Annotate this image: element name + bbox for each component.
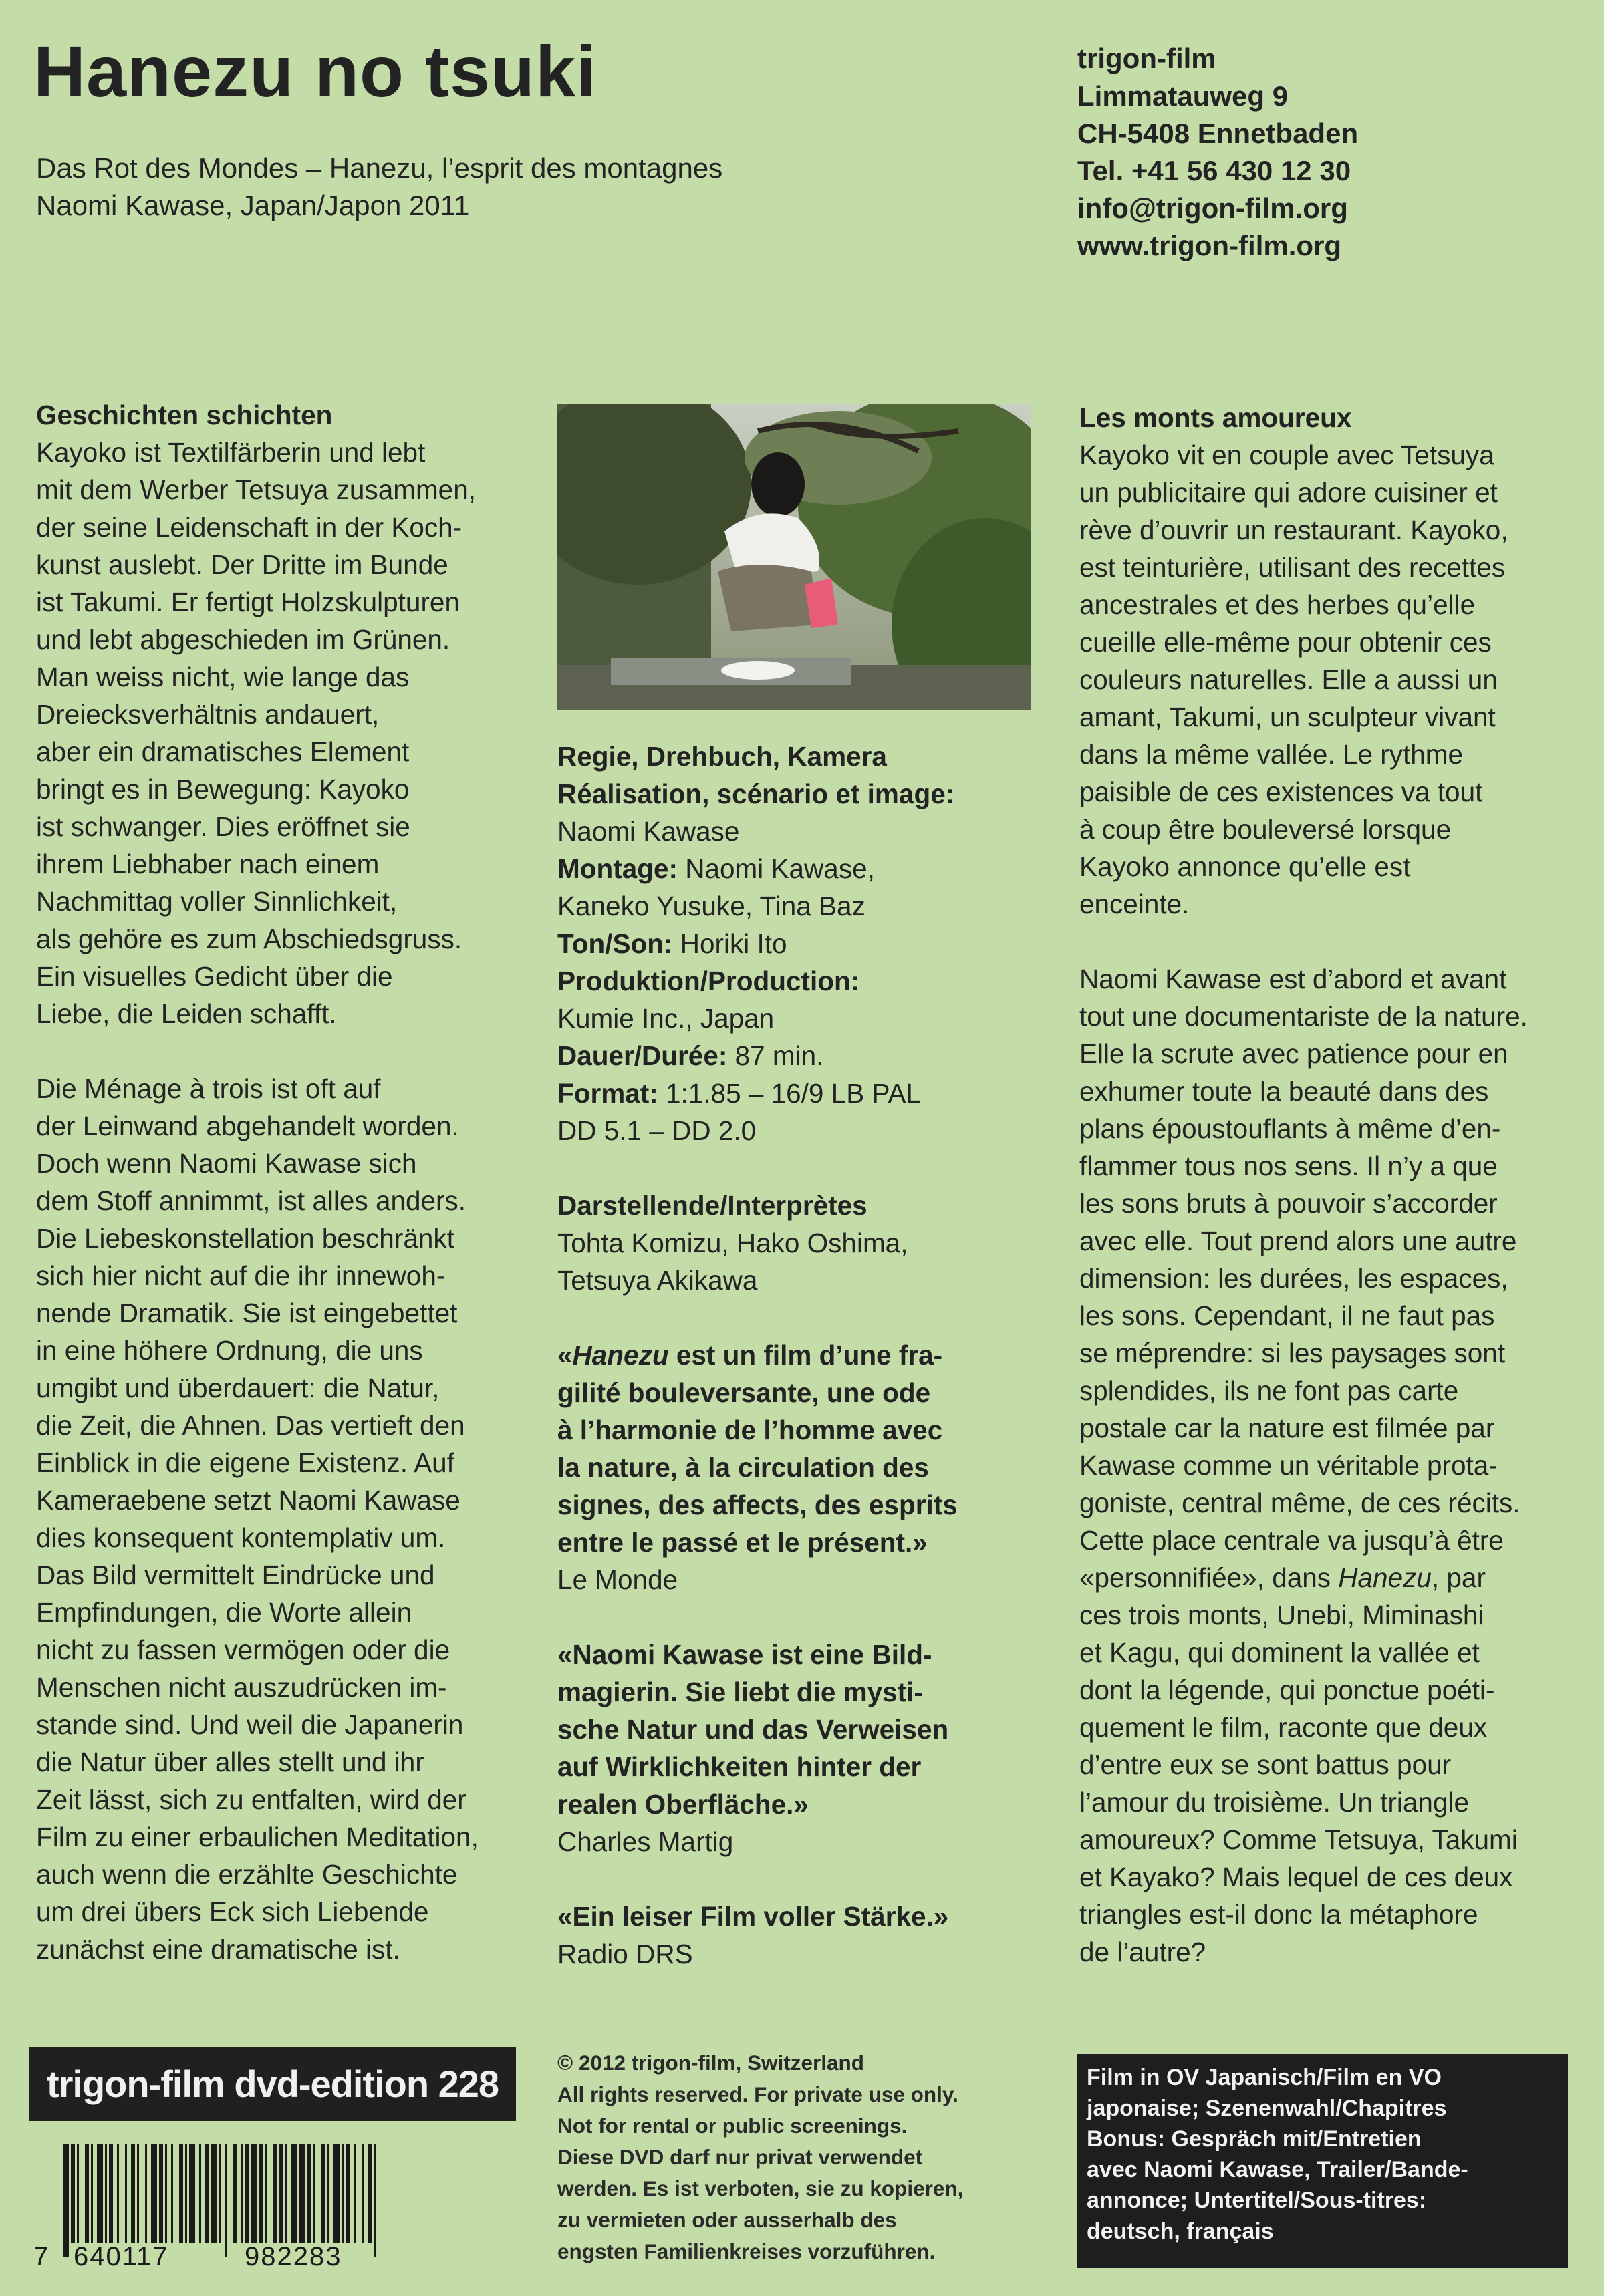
barcode-bar: [105, 2144, 107, 2243]
text-line: rève d’ouvrir un restaurant. Kayoko,: [1079, 515, 1508, 545]
french-line-post: , par: [1431, 1562, 1486, 1593]
quote-1-open-mark: «: [557, 1340, 573, 1371]
barcode-bar: [291, 2144, 297, 2243]
quote-line: sche Natur und das Verweisen: [557, 1714, 949, 1745]
french-heading: Les monts amoureux: [1079, 402, 1352, 433]
text-line: ist Takumi. Er fertigt Holzskulpturen: [36, 587, 460, 617]
feature-line: avec Naomi Kawase, Trailer/Bande-: [1087, 2157, 1468, 2182]
quote-3-text: «Ein leiser Film voller Stärke.»: [557, 1901, 949, 1932]
credits-format: [557, 1074, 1039, 1112]
quote-3-source: Radio DRS: [557, 1939, 693, 1969]
barcode-bar: [151, 2144, 157, 2243]
barcode-bar: [265, 2144, 267, 2243]
page-title: Hanezu no tsuki: [33, 31, 597, 112]
quote-line: gilité bouleversante, une ode: [557, 1377, 931, 1408]
barcode-bar: [321, 2144, 325, 2243]
text-line: stande sind. Und weil die Japanerin: [36, 1709, 464, 1740]
feature-line: deutsch, français: [1087, 2218, 1274, 2244]
text-line: flammer tous nos sens. Il n’y a que: [1079, 1151, 1498, 1181]
credits-editing-value: Naomi Kawase,: [677, 853, 875, 884]
text-line: dies konsequent kontemplativ um.: [36, 1522, 446, 1553]
text-line: avec elle. Tout prend alors une autre: [1079, 1226, 1517, 1256]
barcode-bar: [273, 2144, 277, 2243]
barcode-bar: [313, 2144, 315, 2243]
text-line: triangles est-il donc la métaphore: [1079, 1899, 1478, 1930]
barcode-bar: [233, 2144, 237, 2243]
credits-editing-label: Montage:: [557, 853, 678, 884]
barcode-bar: [97, 2144, 103, 2243]
barcode: [29, 2141, 390, 2268]
credits-production-value: Kumie Inc., Japan: [557, 1003, 775, 1034]
text-line: aber ein dramatisches Element: [36, 736, 410, 767]
barcode-bar: [171, 2144, 173, 2243]
quote-line: entre le passé et le présent.»: [557, 1527, 928, 1558]
credits-direction-label-de: Regie, Drehbuch, Kamera: [557, 741, 887, 772]
text-line: Zeit lässt, sich zu entfalten, wird der: [36, 1784, 466, 1815]
subtitle-alt-titles: Das Rot des Mondes – Hanezu, l’esprit des montagnes: [36, 152, 723, 184]
text-line: exhumer toute la beauté dans des: [1079, 1076, 1489, 1107]
credits-production-label: Produktion/Production:: [557, 966, 860, 996]
subtitle-block: [36, 150, 722, 225]
credits-editing-value-2: Kaneko Yusuke, Tina Baz: [557, 891, 865, 921]
feature-line: japonaise; Szenenwahl/Chapitres: [1087, 2096, 1447, 2121]
website-link[interactable]: www.trigon-film.org: [1077, 230, 1342, 261]
text-line: Das Bild vermittelt Eindrücke und: [36, 1560, 435, 1590]
barcode-bar: [327, 2144, 329, 2243]
text-line: cueille elle-même pour obtenir ces: [1079, 627, 1492, 658]
text-line: Film zu einer erbaulichen Meditation,: [36, 1822, 479, 1852]
text-line: Elle la scrute avec patience pour en: [1079, 1038, 1508, 1069]
copyright-notice: [557, 2047, 1039, 2267]
barcode-digits-3: 982283: [245, 2242, 342, 2268]
barcode-bar: [165, 2144, 167, 2243]
german-heading: Geschichten schichten: [36, 400, 333, 430]
text-line: paisible de ces existences va tout: [1079, 776, 1483, 807]
street: Limmatauweg 9: [1077, 80, 1289, 112]
text-line: die Zeit, die Ahnen. Das vertieft den: [36, 1410, 465, 1441]
text-line: kunst auslebt. Der Dritte im Bunde: [36, 549, 448, 580]
quote-1-source: Le Monde: [557, 1564, 678, 1595]
text-line: der seine Leidenschaft in der Koch-: [36, 512, 462, 543]
text-line: sich hier nicht auf die ihr innewoh-: [36, 1260, 446, 1291]
french-paragraph-2a: [1079, 960, 1574, 1559]
barcode-bar: [185, 2144, 187, 2243]
copyright-line: werden. Es ist verboten, sie zu kopieren,: [557, 2176, 964, 2200]
barcode-bar: [91, 2144, 93, 2243]
barcode-bar: [225, 2144, 227, 2257]
barcode-bar: [145, 2144, 147, 2243]
barcode-bar: [159, 2144, 163, 2243]
text-line: Ein visuelles Gedicht über die: [36, 961, 393, 992]
distributor-address: [1077, 40, 1358, 265]
credits-format-value: 1:1.85 – 16/9 LB PAL: [658, 1078, 922, 1109]
text-line: Kameraebene setzt Naomi Kawase: [36, 1485, 460, 1516]
text-line: et Kayako? Mais lequel de ces deux: [1079, 1862, 1513, 1892]
text-line: couleurs naturelles. Elle a aussi un: [1079, 664, 1498, 695]
barcode-bar: [109, 2144, 113, 2243]
company-name: trigon-film: [1077, 43, 1216, 74]
quote-2-lines: [557, 1636, 1039, 1823]
film-still-photo: [557, 404, 1031, 710]
barcode-bar: [241, 2144, 243, 2243]
copyright-line: All rights reserved. For private use only.: [557, 2082, 958, 2106]
text-line: dimension: les durées, les espaces,: [1079, 1263, 1508, 1294]
barcode-bar: [131, 2144, 135, 2243]
french-line-pre: «personnifiée», dans: [1079, 1562, 1339, 1593]
feature-line: annonce; Untertitel/Sous-titres:: [1087, 2188, 1427, 2213]
barcode-bar: [199, 2144, 201, 2243]
french-synopsis: [1079, 399, 1574, 1971]
barcode-bar: [137, 2144, 139, 2243]
german-synopsis: [36, 396, 531, 1968]
text-line: die Natur über alles stellt und ihr: [36, 1747, 424, 1777]
barcode-bar: [299, 2144, 305, 2243]
text-line: splendides, ils ne font pas carte: [1079, 1375, 1459, 1406]
city: CH-5408 Ennetbaden: [1077, 118, 1359, 149]
text-line: Dreiecksverhältnis andauert,: [36, 699, 380, 730]
barcode-bar: [71, 2144, 75, 2243]
subtitle-director-year: Naomi Kawase, Japan/Japon 2011: [36, 190, 470, 221]
barcode-bar: [259, 2144, 263, 2243]
credits-cast-2: Tetsuya Akikawa: [557, 1265, 758, 1296]
text-line: Kayoko ist Textilfärberin und lebt: [36, 437, 426, 468]
barcode-bar: [219, 2144, 221, 2243]
quote-1-title: Hanezu: [572, 1340, 669, 1371]
text-line: Die Liebeskonstellation beschränkt: [36, 1223, 454, 1254]
barcode-bar: [85, 2144, 89, 2243]
quote-line: auf Wirklichkeiten hinter der: [557, 1751, 922, 1782]
quote-line: «Naomi Kawase ist eine Bild-: [557, 1639, 932, 1670]
text-line: enceinte.: [1079, 889, 1190, 919]
text-line: Doch wenn Naomi Kawase sich: [36, 1148, 417, 1179]
text-line: est teinturière, utilisant des recettes: [1079, 552, 1506, 583]
barcode-bar: [368, 2144, 372, 2243]
text-line: d’entre eux se sont battus pour: [1079, 1749, 1452, 1780]
french-personnifiee-line: [1079, 1559, 1574, 1596]
text-line: ces trois monts, Unebi, Miminashi: [1079, 1600, 1484, 1630]
text-line: les sons bruts à pouvoir s’accorder: [1079, 1188, 1498, 1219]
credits-direction-value: Naomi Kawase: [557, 816, 740, 847]
quote-1-first-line-rest: est un film d’une fra-: [668, 1340, 943, 1371]
credits-editing: [557, 850, 1039, 887]
quote-line: magierin. Sie liebt die mysti-: [557, 1677, 923, 1707]
credits-format-label: Format:: [557, 1078, 658, 1109]
barcode-bar: [354, 2144, 356, 2243]
copyright-line: engsten Familienkreises vorzuführen.: [557, 2239, 936, 2263]
credits-sound: [557, 925, 1039, 962]
text-line: quement le film, raconte que deux: [1079, 1712, 1488, 1743]
quote-1-first-line: [557, 1336, 1039, 1374]
barcode-bar: [279, 2144, 283, 2243]
barcode-bar: [179, 2144, 183, 2243]
barcode-bar: [245, 2144, 249, 2243]
text-line: amant, Takumi, un sculpteur vivant: [1079, 702, 1496, 732]
text-line: Die Ménage à trois ist oft auf: [36, 1073, 381, 1104]
text-line: à coup être bouleversé lorsque: [1079, 814, 1452, 845]
credits-sound-label: Ton/Son:: [557, 928, 673, 959]
text-line: postale car la nature est filmée par: [1079, 1413, 1495, 1443]
text-line: et Kagu, qui dominent la vallée et: [1079, 1637, 1480, 1668]
text-line: bringt es in Bewegung: Kayoko: [36, 774, 410, 805]
text-line: Cette place centrale va jusqu’à être: [1079, 1525, 1504, 1556]
copyright-line: zu vermieten oder ausserhalb des: [557, 2208, 897, 2232]
quote-line: la nature, à la circulation des: [557, 1452, 929, 1483]
barcode-bar: [125, 2144, 127, 2243]
credits-duration-label: Dauer/Durée:: [557, 1040, 728, 1071]
feature-line: Bonus: Gespräch mit/Entretien: [1087, 2126, 1422, 2152]
text-line: nicht zu fassen vermögen oder die: [36, 1634, 450, 1665]
text-line: Einblick in die eigene Existenz. Auf: [36, 1447, 454, 1478]
text-line: um drei übers Eck sich Liebende: [36, 1896, 429, 1927]
text-line: der Leinwand abgehandelt worden.: [36, 1111, 459, 1141]
barcode-bar: [63, 2144, 69, 2257]
copyright-line: Not for rental or public screenings.: [557, 2114, 908, 2138]
text-line: ihrem Liebhaber nach einem: [36, 849, 380, 879]
french-paragraph-1: [1079, 436, 1574, 923]
credits-format-value-2: DD 5.1 – DD 2.0: [557, 1115, 757, 1146]
text-line: Man weiss nicht, wie lange das: [36, 662, 410, 692]
barcode-bar: [251, 2144, 257, 2243]
text-line: dem Stoff annimmt, ist alles anders.: [36, 1185, 466, 1216]
phone: Tel. +41 56 430 12 30: [1077, 155, 1351, 186]
text-line: auch wenn die erzählte Geschichte: [36, 1859, 458, 1890]
text-line: un publicitaire qui adore cuisiner et: [1079, 477, 1498, 508]
barcode-bar: [374, 2144, 376, 2257]
text-line: in eine höhere Ordnung, die uns: [36, 1335, 423, 1366]
text-line: dans la même vallée. Le rythme: [1079, 739, 1464, 770]
barcode-bar: [205, 2144, 209, 2243]
text-line: nende Dramatik. Sie ist eingebettet: [36, 1298, 458, 1328]
quote-2-source: Charles Martig: [557, 1826, 734, 1857]
text-line: Kawase comme un véritable prota-: [1079, 1450, 1498, 1481]
email-link[interactable]: info@trigon-film.org: [1077, 192, 1348, 224]
text-line: dont la légende, qui ponctue poéti-: [1079, 1675, 1495, 1705]
text-line: umgibt und überdauert: die Natur,: [36, 1373, 440, 1403]
credits-and-quotes: [557, 738, 1039, 1973]
text-line: Liebe, die Leiden schafft.: [36, 998, 337, 1029]
feature-line: Film in OV Japanisch/Film en VO: [1087, 2065, 1442, 2090]
quote-line: realen Oberfläche.»: [557, 1789, 809, 1820]
german-paragraph-2: [36, 1070, 531, 1968]
text-line: Kayoko vit en couple avec Tetsuya: [1079, 440, 1494, 470]
credits-direction-label-fr: Réalisation, scénario et image:: [557, 778, 955, 809]
credits-cast-label: Darstellende/Interprètes: [557, 1190, 867, 1221]
barcode-bar: [117, 2144, 119, 2243]
barcode-bar: [333, 2144, 340, 2243]
barcode-bar: [211, 2144, 217, 2243]
barcode-bar: [342, 2144, 344, 2243]
copyright-line: © 2012 trigon-film, Switzerland: [557, 2051, 865, 2075]
barcode-bar: [362, 2144, 364, 2243]
barcode-bar: [189, 2144, 195, 2243]
quote-line: signes, des affects, des esprits: [557, 1489, 958, 1520]
text-line: se méprendre: si les paysages sont: [1079, 1338, 1506, 1369]
barcode-bar: [307, 2144, 311, 2243]
text-line: les sons. Cependant, il ne faut pas: [1079, 1300, 1495, 1331]
credits-duration: [557, 1037, 1039, 1074]
quote-1-lines: [557, 1374, 1039, 1561]
text-line: amoureux? Comme Tetsuya, Takumi: [1079, 1824, 1518, 1855]
text-line: Nachmittag voller Sinnlichkeit,: [36, 886, 398, 917]
text-line: Menschen nicht auszudrücken im-: [36, 1672, 447, 1703]
credits-sound-value: Horiki Ito: [672, 928, 787, 959]
text-line: de l’autre?: [1079, 1936, 1206, 1967]
dvd-edition-label: trigon-film dvd-edition 228: [29, 2047, 516, 2121]
text-line: l’amour du troisième. Un triangle: [1079, 1787, 1469, 1818]
copyright-line: Diese DVD darf nur privat verwendet: [557, 2145, 923, 2169]
dvd-features-box: [1077, 2054, 1568, 2268]
text-line: Naomi Kawase est d’abord et avant: [1079, 964, 1507, 994]
text-line: Empfindungen, die Worte allein: [36, 1597, 412, 1628]
barcode-digit-1: 7: [33, 2242, 49, 2268]
text-line: plans époustouflants à même d’en-: [1079, 1113, 1501, 1144]
text-line: ancestrales et des herbes qu’elle: [1079, 589, 1476, 620]
film-still-illustration: [557, 404, 1031, 710]
french-paragraph-2c: [1079, 1596, 1574, 1971]
credits-cast-1: Tohta Komizu, Hako Oshima,: [557, 1228, 908, 1258]
german-paragraph-1: [36, 434, 531, 1032]
text-line: goniste, central même, de ces récits.: [1079, 1487, 1520, 1518]
text-line: und lebt abgeschieden im Grünen.: [36, 624, 450, 655]
barcode-digits-2: 640117: [74, 2242, 169, 2268]
text-line: mit dem Werber Tetsuya zusammen,: [36, 474, 476, 505]
text-line: als gehöre es zum Abschiedsgruss.: [36, 923, 462, 954]
barcode-bar: [346, 2144, 350, 2243]
text-line: Kayoko annonce qu’elle est: [1079, 851, 1411, 882]
credits-duration-value: 87 min.: [727, 1040, 824, 1071]
text-line: tout une documentariste de la nature.: [1079, 1001, 1528, 1032]
text-line: ist schwanger. Dies eröffnet sie: [36, 811, 410, 842]
quote-line: à l’harmonie de l’homme avec: [557, 1415, 943, 1445]
text-line: zunächst eine dramatische ist.: [36, 1934, 400, 1965]
french-line-title: Hanezu: [1338, 1562, 1432, 1593]
barcode-bar: [285, 2144, 287, 2243]
barcode-bar: [77, 2144, 79, 2243]
